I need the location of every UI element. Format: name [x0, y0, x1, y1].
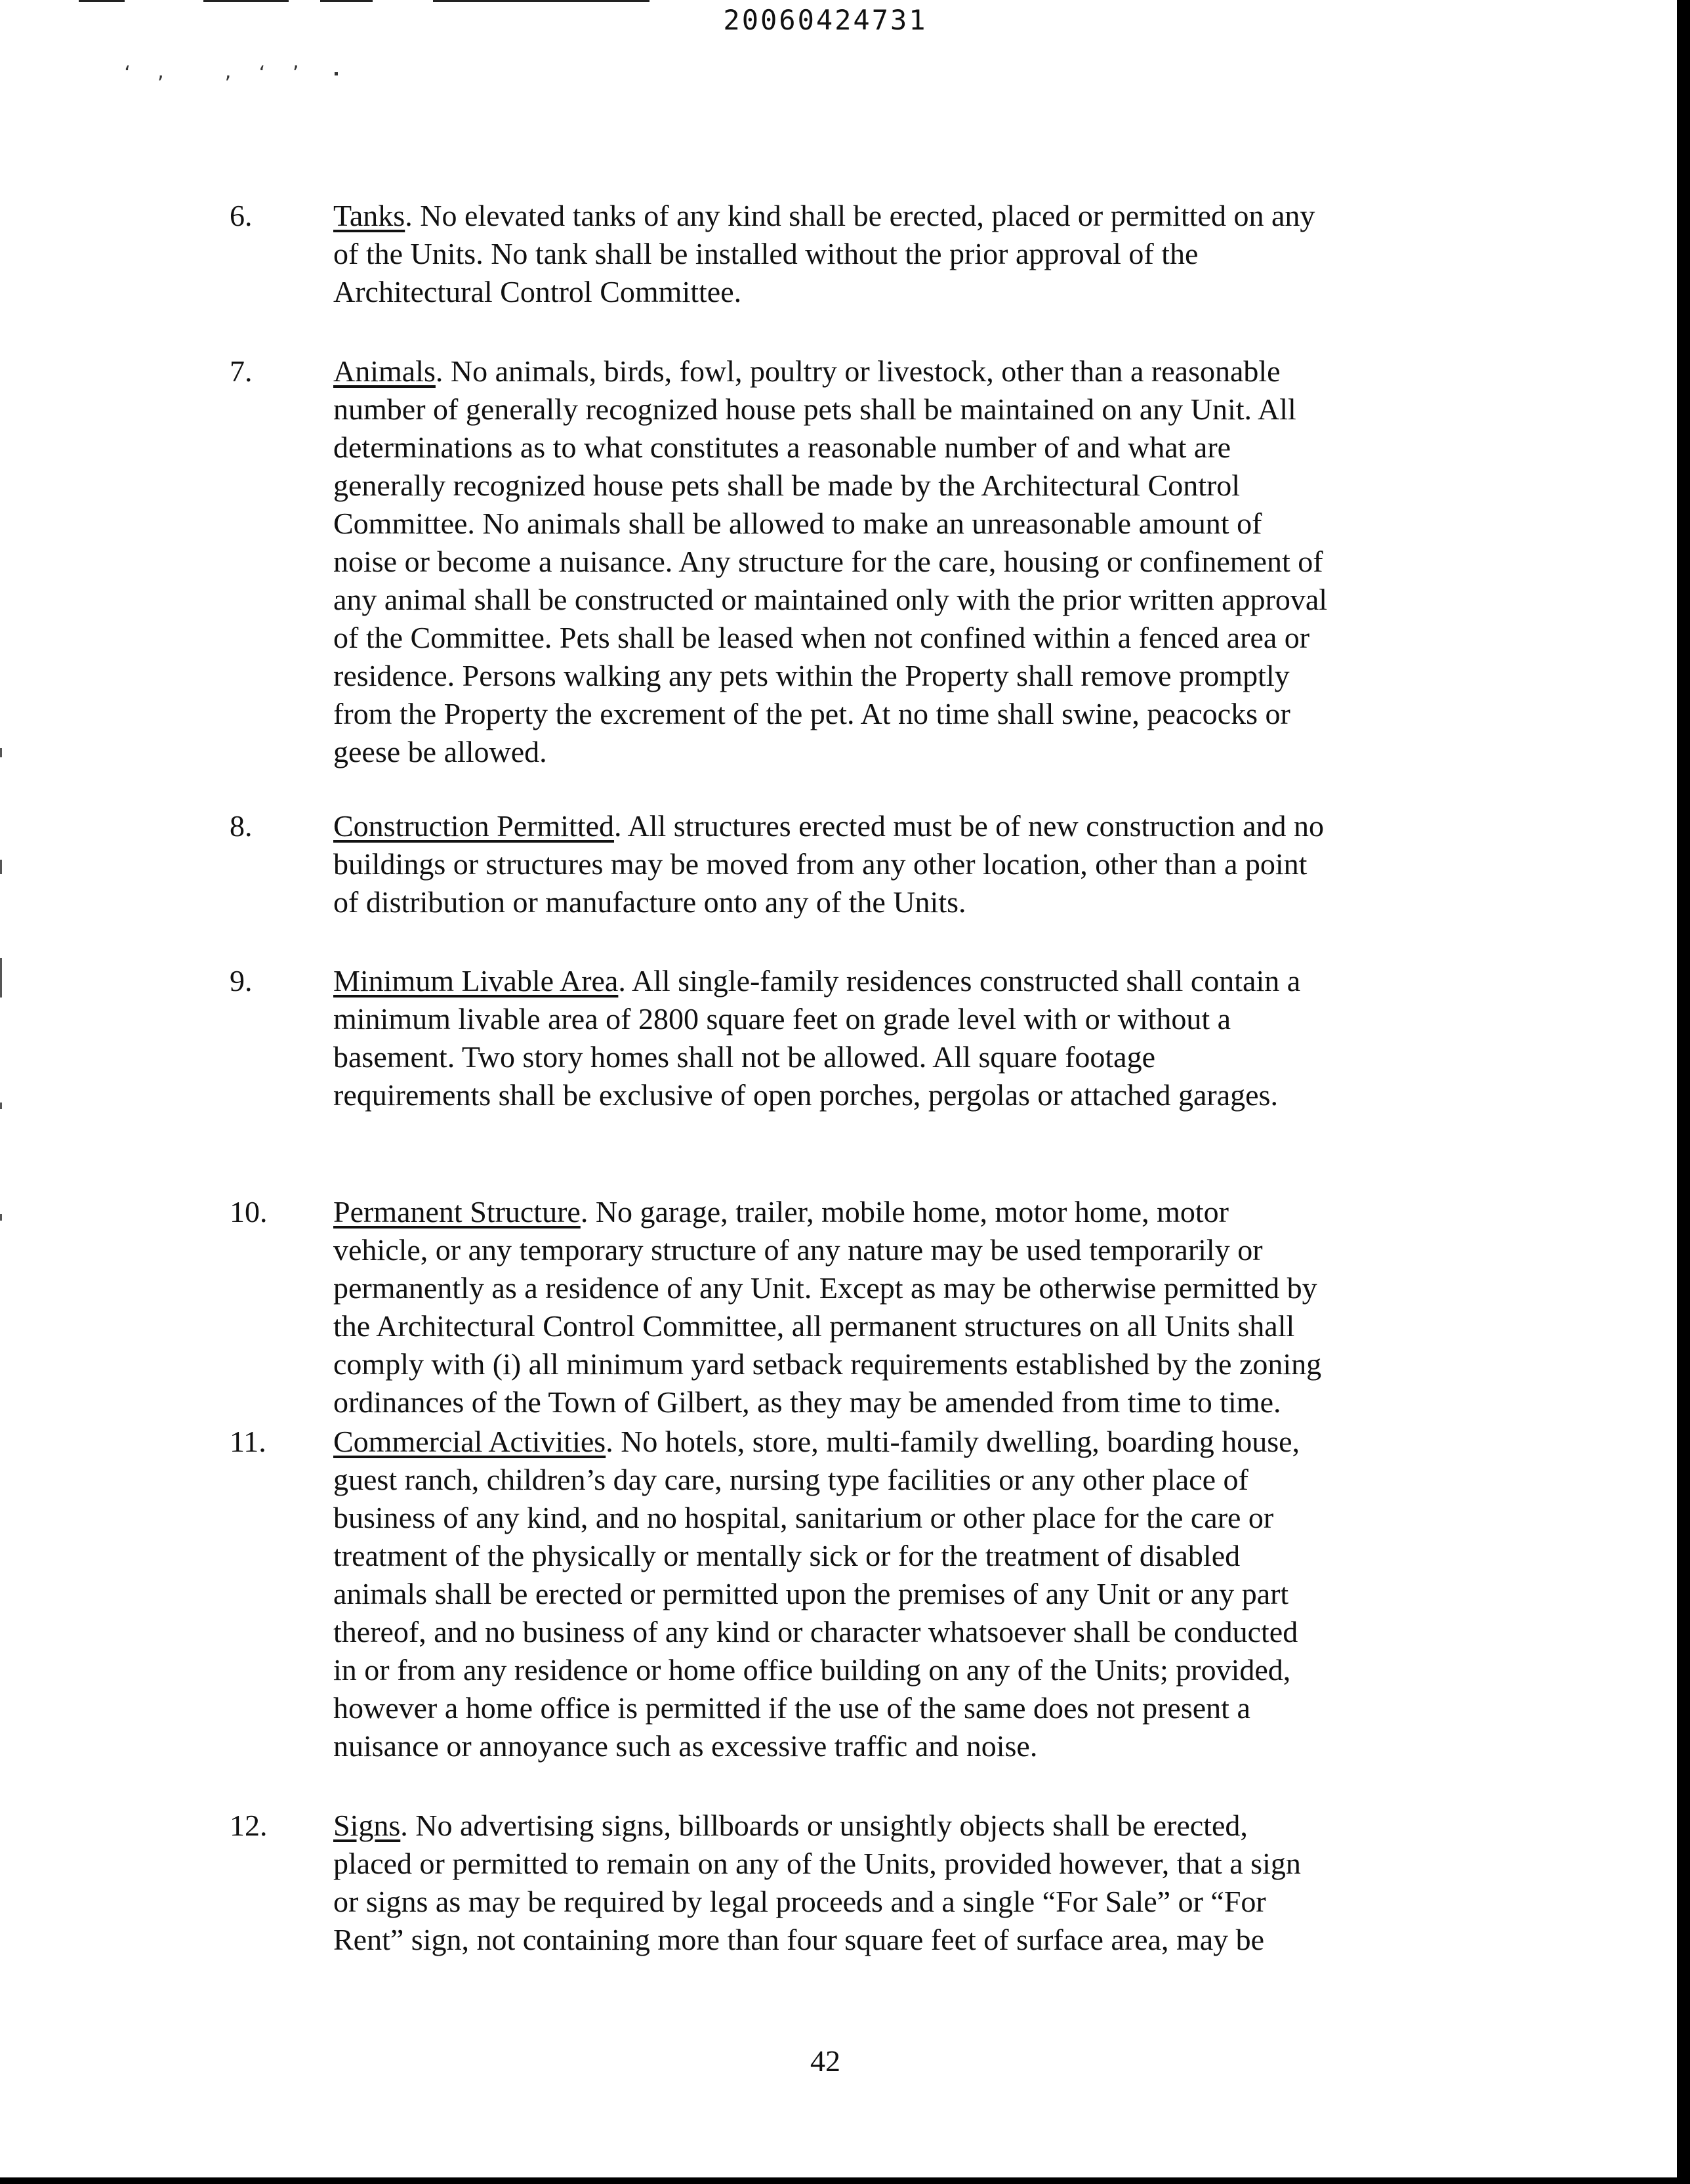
- section-line: comply with (i) all minimum yard setback requirements established by the zoning: [333, 1347, 1322, 1381]
- scan-rule: [320, 0, 373, 2]
- section-heading: Animals: [333, 354, 436, 388]
- page-number: 42: [810, 2044, 840, 2078]
- section-line-text: . All structures erected must be of new construction and no: [614, 809, 1325, 843]
- section-line: residence. Persons walking any pets within the Property shall remove promptly: [333, 659, 1290, 692]
- section-line: thereof, and no business of any kind or character whatsoever shall be conducted: [333, 1615, 1298, 1648]
- section-line: generally recognized house pets shall be made by the Architectural Control: [333, 469, 1241, 502]
- section-line-text: . No animals, birds, fowl, poultry or livestock, other than a reasonable: [435, 354, 1281, 388]
- scan-mark: [0, 1102, 2, 1109]
- section-line: [333, 1807, 1449, 1845]
- section-line: permanently as a residence of any Unit. Except as may be otherwise permitted by: [333, 1271, 1317, 1305]
- section-line: business of any kind, and no hospital, sanitarium or other place for the care or: [333, 1501, 1274, 1534]
- section-line-text: . No garage, trailer, mobile home, motor home, motor: [580, 1195, 1229, 1228]
- section-line: of the Units. No tank shall be installed without the prior approval of the: [333, 237, 1199, 270]
- section-line: [333, 1423, 1449, 1461]
- section-body: [333, 962, 1449, 1114]
- section-number: 8.: [230, 809, 253, 843]
- section-heading: Tanks: [333, 199, 405, 232]
- section-line: of distribution or manufacture onto any of the Units.: [333, 885, 966, 919]
- scan-mark: [0, 748, 2, 757]
- section-number: 11.: [230, 1425, 266, 1458]
- section-line: ordinances of the Town of Gilbert, as they may be amended from time to time.: [333, 1385, 1281, 1419]
- section-line: [333, 1193, 1449, 1231]
- section-line: [333, 807, 1449, 845]
- section-line: in or from any residence or home office building on any of the Units; provided,: [333, 1653, 1291, 1687]
- scan-speck: [335, 72, 338, 75]
- section-line: geese be allowed.: [333, 735, 547, 768]
- section-line: basement. Two story homes shall not be allowed. All square footage: [333, 1040, 1156, 1074]
- section-line: determinations as to what constitutes a reasonable number of and what are: [333, 430, 1231, 464]
- section-body: [333, 1423, 1449, 1765]
- section-line: guest ranch, children’s day care, nursing type facilities or any other place of: [333, 1463, 1248, 1496]
- section-body: [333, 352, 1449, 771]
- section-line: vehicle, or any temporary structure of any nature may be used temporarily or: [333, 1233, 1263, 1267]
- scan-rule: [433, 0, 649, 2]
- section-line: placed or permitted to remain on any of the Units, provided however, that a sign: [333, 1847, 1301, 1880]
- section-heading: Minimum Livable Area: [333, 964, 619, 998]
- section-body: [333, 807, 1449, 921]
- section-line: Committee. No animals shall be allowed to make an unreasonable amount of: [333, 507, 1262, 540]
- section-line: requirements shall be exclusive of open porches, pergolas or attached garages.: [333, 1078, 1278, 1112]
- scan-mark: [0, 958, 2, 998]
- section-number: 9.: [230, 964, 253, 998]
- section-heading: Construction Permitted: [333, 809, 615, 843]
- section-line: treatment of the physically or mentally sick or for the treatment of disabled: [333, 1539, 1241, 1572]
- section-line: buildings or structures may be moved from any other location, other than a point: [333, 847, 1308, 881]
- document-number: 20060424731: [723, 4, 928, 36]
- scan-mark: [0, 860, 2, 874]
- scan-mark: [0, 1214, 2, 1221]
- section-heading: Permanent Structure: [333, 1195, 581, 1228]
- scan-border-right: [1677, 0, 1690, 2184]
- section-line: or signs as may be required by legal proceeds and a single “For Sale” or “For: [333, 1885, 1266, 1918]
- section-number: 7.: [230, 354, 253, 388]
- section-line-text: . No advertising signs, billboards or unsightly objects shall be erected,: [400, 1809, 1248, 1842]
- section-body: [333, 1193, 1449, 1421]
- scan-rule: [79, 0, 125, 2]
- section-line: of the Committee. Pets shall be leased when not confined within a fenced area or: [333, 621, 1310, 654]
- section-line-text: . No elevated tanks of any kind shall be erected, placed or permitted on any: [405, 199, 1315, 232]
- section-number: 6.: [230, 199, 253, 232]
- section-body: [333, 1807, 1449, 1959]
- section-line: minimum livable area of 2800 square feet on grade level with or without a: [333, 1002, 1231, 1036]
- scan-specks: ‘ ‚ ‚ ‘ ’: [122, 63, 308, 83]
- section-line: [333, 197, 1449, 235]
- scan-border-bottom: [0, 2177, 1690, 2184]
- section-line: [333, 352, 1449, 390]
- section-line: Rent” sign, not containing more than four square feet of surface area, may be: [333, 1923, 1265, 1956]
- section-heading: Commercial Activities: [333, 1425, 606, 1458]
- section-heading: Signs: [333, 1809, 401, 1842]
- section-line: from the Property the excrement of the pet. At no time shall swine, peacocks or: [333, 697, 1290, 730]
- section-line: Architectural Control Committee.: [333, 275, 742, 308]
- section-line: animals shall be erected or permitted upon the premises of any Unit or any part: [333, 1577, 1289, 1610]
- section-line: the Architectural Control Committee, all permanent structures on all Units shall: [333, 1309, 1295, 1343]
- section-line: [333, 962, 1449, 1000]
- section-line: number of generally recognized house pets shall be maintained on any Unit. All: [333, 392, 1296, 426]
- section-line: noise or become a nuisance. Any structure for the care, housing or confinement of: [333, 545, 1323, 578]
- scan-rule: [203, 0, 289, 2]
- section-number: 12.: [230, 1809, 268, 1842]
- section-line: any animal shall be constructed or maintained only with the prior written approval: [333, 583, 1328, 616]
- section-body: [333, 197, 1449, 311]
- section-line-text: . All single-family residences constructed shall contain a: [618, 964, 1301, 998]
- section-number: 10.: [230, 1195, 268, 1228]
- section-line: nuisance or annoyance such as excessive traffic and noise.: [333, 1729, 1038, 1763]
- section-line-text: . No hotels, store, multi-family dwelling, boarding house,: [606, 1425, 1300, 1458]
- section-line: however a home office is permitted if the use of the same does not present a: [333, 1691, 1250, 1725]
